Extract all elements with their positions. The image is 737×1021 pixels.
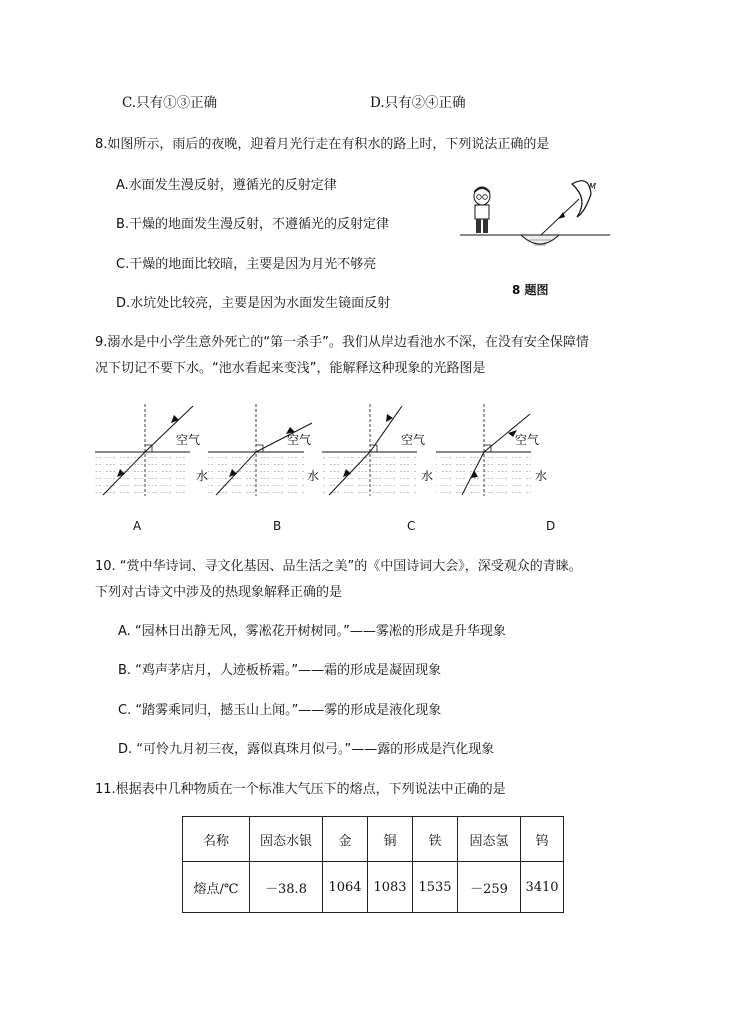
q10-option-a: A. “园林日出静无风，雾凇花开树树同。”——雾凇的形成是升华现象 bbox=[118, 624, 506, 639]
table-cell: 3410 bbox=[521, 862, 564, 913]
q9-diagrams bbox=[90, 398, 560, 506]
table-cell: －38.8 bbox=[250, 862, 323, 913]
diagram-d bbox=[436, 404, 547, 496]
diagram-label-c: C bbox=[407, 519, 416, 533]
q10-stem-line2: 下列对古诗文中涉及的热现象解释正确的是 bbox=[95, 585, 343, 600]
q9-stem-line1: 9.溺水是中小学生意外死亡的“第一杀手”。我们从岸边看池水不深，在没有安全保障情 bbox=[95, 335, 589, 350]
table-cell: 钨 bbox=[521, 817, 564, 862]
table-cell: 熔点/℃ bbox=[183, 862, 250, 913]
table-cell: 铁 bbox=[413, 817, 458, 862]
table-cell: 固态氢 bbox=[458, 817, 521, 862]
q10-option-c: C. “踏雾乘同归，撼玉山上闻。”——雾的形成是液化现象 bbox=[118, 703, 442, 718]
q10-option-d: D. “可怜九月初三夜，露似真珠月似弓。”——露的形成是汽化现象 bbox=[118, 742, 495, 757]
table-cell: 固态水银 bbox=[250, 817, 323, 862]
svg-text:空气: 空气 bbox=[515, 433, 540, 447]
q8-figure-caption: 8 题图 bbox=[512, 283, 549, 297]
table-cell: 名称 bbox=[183, 817, 250, 862]
diagram-b bbox=[208, 404, 319, 496]
q8-option-a: A.水面发生漫反射，遵循光的反射定律 bbox=[116, 178, 337, 193]
table-row bbox=[183, 862, 564, 913]
q9-stem-line2: 况下切记不要下水。“池水看起来变浅”，能解释这种现象的光路图是 bbox=[95, 361, 486, 376]
diagram-a bbox=[95, 404, 208, 496]
diagram-label-b: B bbox=[273, 519, 282, 533]
table-cell: －259 bbox=[458, 862, 521, 913]
q11-stem: 11.根据表中几种物质在一个标准大气压下的熔点，下列说法中正确的是 bbox=[95, 782, 506, 797]
q8-option-c: C.干燥的地面比较暗，主要是因为月光不够亮 bbox=[116, 257, 377, 272]
table-cell: 1064 bbox=[323, 862, 368, 913]
q8-option-b: B.干燥的地面发生漫反射，不遵循光的反射定律 bbox=[116, 217, 390, 232]
q10-stem-line1: 10. “赏中华诗词、寻文化基因、品生活之美”的《中国诗词大会》，深受观众的青睐。 bbox=[95, 559, 582, 574]
table-header-row bbox=[183, 817, 564, 862]
q8-option-d: D.水坑处比较亮，主要是因为水面发生镜面反射 bbox=[116, 296, 391, 311]
svg-text:水: 水 bbox=[535, 469, 548, 483]
q7-option-d: D.只有②④正确 bbox=[370, 95, 466, 111]
q8-stem: 8.如图所示，雨后的夜晚，迎着月光行走在有积水的路上时，下列说法正确的是 bbox=[95, 137, 550, 152]
table-cell: 铜 bbox=[368, 817, 413, 862]
svg-text:水: 水 bbox=[307, 469, 320, 483]
table-cell: 1535 bbox=[413, 862, 458, 913]
svg-text:空气: 空气 bbox=[401, 433, 426, 447]
water-puddle bbox=[521, 235, 559, 244]
moon-label: M bbox=[589, 182, 596, 191]
svg-text:空气: 空气 bbox=[176, 433, 201, 447]
table-cell: 金 bbox=[323, 817, 368, 862]
diagram-label-d: D bbox=[546, 519, 556, 533]
q8-figure bbox=[455, 174, 620, 254]
svg-text:水: 水 bbox=[421, 469, 434, 483]
melting-point-table bbox=[182, 816, 564, 913]
table-cell: 1083 bbox=[368, 862, 413, 913]
person-icon bbox=[474, 187, 490, 234]
q10-option-b: B. “鸡声茅店月，人迹板桥霜。”——霜的形成是凝固现象 bbox=[118, 663, 442, 678]
q7-option-c: C.只有①③正确 bbox=[122, 95, 218, 111]
svg-text:水: 水 bbox=[196, 469, 209, 483]
diagram-label-a: A bbox=[133, 519, 142, 533]
diagram-c bbox=[322, 404, 433, 496]
svg-text:空气: 空气 bbox=[287, 433, 312, 447]
